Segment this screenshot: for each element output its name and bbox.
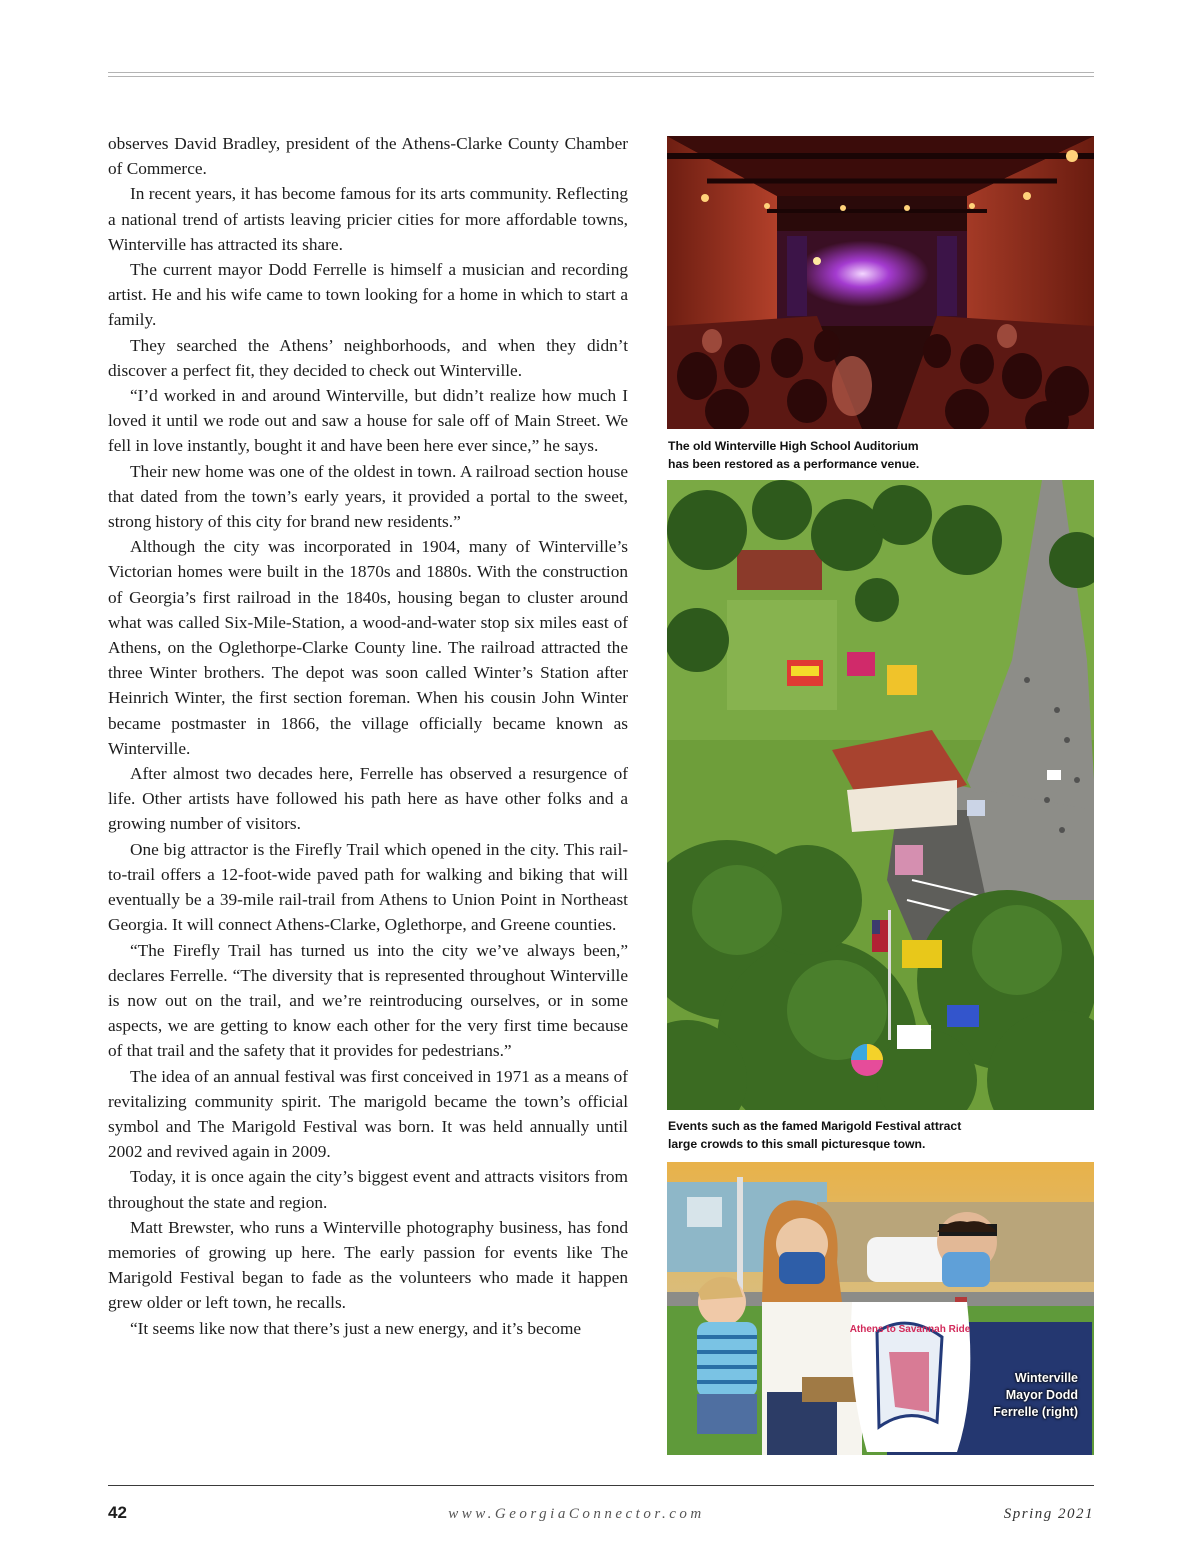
auditorium-photo	[667, 136, 1094, 429]
article-paragraph: Although the city was incorporated in 1904, many of Winterville’s Victorian homes were built in the 1870s and 1880s. With the construction of Georgia’s first railroad in the 1840s, housing began to cluster around what was called Six-Mile-Station, a wood-and-water stop six miles east of Athens, on the Oglethorpe-Clarke County line. The railroad attracted the three Winter brothers. The depot was soon called Winter’s Station after Heinrich Winter, the first section foreman. When his cousin John Winter became postmaster in 1866, the village officially became known as Winterville.	[108, 537, 628, 758]
article-paragraph: Their new home was one of the oldest in town. A railroad section house that dated from the town’s early years, it provided a portal to the sweet, strong history of this city for brand new residents.”	[108, 461, 628, 532]
article-paragraph: One big attractor is the Firefly Trail which opened in the city. This rail-to-trail offers a 12-foot-wide paved path for walking and biking that will eventually be a 39-mile rail-trail from Athens to Union Point in Northeast Georgia. It will connect Athens-Clarke, Oglethorpe, and Greene counties.	[108, 839, 628, 935]
mayor-family-photo	[667, 1162, 1094, 1455]
footer-issue: Spring 2021	[1003, 1506, 1094, 1522]
article-body	[108, 131, 628, 1341]
caption-line: Winterville	[1014, 1371, 1078, 1385]
auditorium-caption	[668, 437, 1098, 473]
article-paragraph: observes David Bradley, president of the Athens-Clarke County Chamber of Commerce.	[108, 134, 628, 179]
article-paragraph: The idea of an annual festival was first conceived in 1971 as a means of revitalizing community spirit. The marigold became the town’s official symbol and The Marigold Festival was born. It was held annually until 2002 and revived again in 2009.	[108, 1066, 628, 1162]
article-paragraph: In recent years, it has become famous for its arts community. Reflecting a national trend of artists leaving pricier cities for more affordable towns, Winterville has attracted its share.	[108, 184, 628, 254]
article-paragraph: “It seems like now that there’s just a new energy, and it’s become	[130, 1318, 582, 1338]
caption-line: has been restored as a performance venue.	[668, 457, 920, 471]
article-paragraph: “The Firefly Trail has turned us into the city we’ve always been,” declares Ferrelle. “The diversity that is represented throughout Winterville is now out on the trail, and we’re reintroducing ourselves, or in some aspects, we are getting to know each other for the very first time because of that trail and the safety that it provides for pedestrians.”	[108, 940, 628, 1061]
article-paragraph: After almost two decades here, Ferrelle has observed a resurgence of life. Other artists have followed his path here as have other folks and a growing number of visitors.	[108, 764, 628, 834]
header-rule	[108, 72, 1094, 73]
page-number: 42	[108, 1503, 127, 1522]
caption-line: Mayor Dodd	[1005, 1388, 1078, 1402]
article-paragraph: The current mayor Dodd Ferrelle is himself a musician and recording artist. He and his wife came to town looking for a home in which to start a family.	[108, 260, 628, 330]
mayor-overlay-caption	[993, 1370, 1078, 1421]
caption-line: Ferrelle (right)	[993, 1405, 1078, 1419]
caption-line: Events such as the famed Marigold Festival attract	[668, 1119, 962, 1133]
article-paragraph: “I’d worked in and around Winterville, but didn’t realize how much I loved it until we rode out and saw a house for sale off of Main Street. We fell in love instantly, bought it and have been here ever since,” he says.	[108, 386, 628, 456]
article-paragraph: Today, it is once again the city’s biggest event and attracts visitors from throughout the state and region.	[108, 1167, 628, 1212]
festival-aerial-photo	[667, 480, 1094, 1110]
article-paragraph: Matt Brewster, who runs a Winterville photography business, has fond memories of growing up here. The early passion for events like The Marigold Festival began to fade as the volunteers who made it happen grew older or left town, he recalls.	[108, 1217, 628, 1313]
header-rule-double	[108, 76, 1094, 77]
festival-caption	[668, 1117, 1098, 1153]
footer-url: www.GeorgiaConnector.com	[448, 1506, 705, 1522]
article-paragraph: They searched the Athens’ neighborhoods, and when they didn’t discover a perfect fit, they decided to check out Winterville.	[108, 335, 628, 380]
footer-rule	[108, 1485, 1094, 1486]
caption-line: The old Winterville High School Auditorium	[668, 439, 919, 453]
caption-line: large crowds to this small picturesque town.	[668, 1137, 926, 1151]
shirt-text: Athens to Savannah Ride	[849, 1324, 971, 1335]
